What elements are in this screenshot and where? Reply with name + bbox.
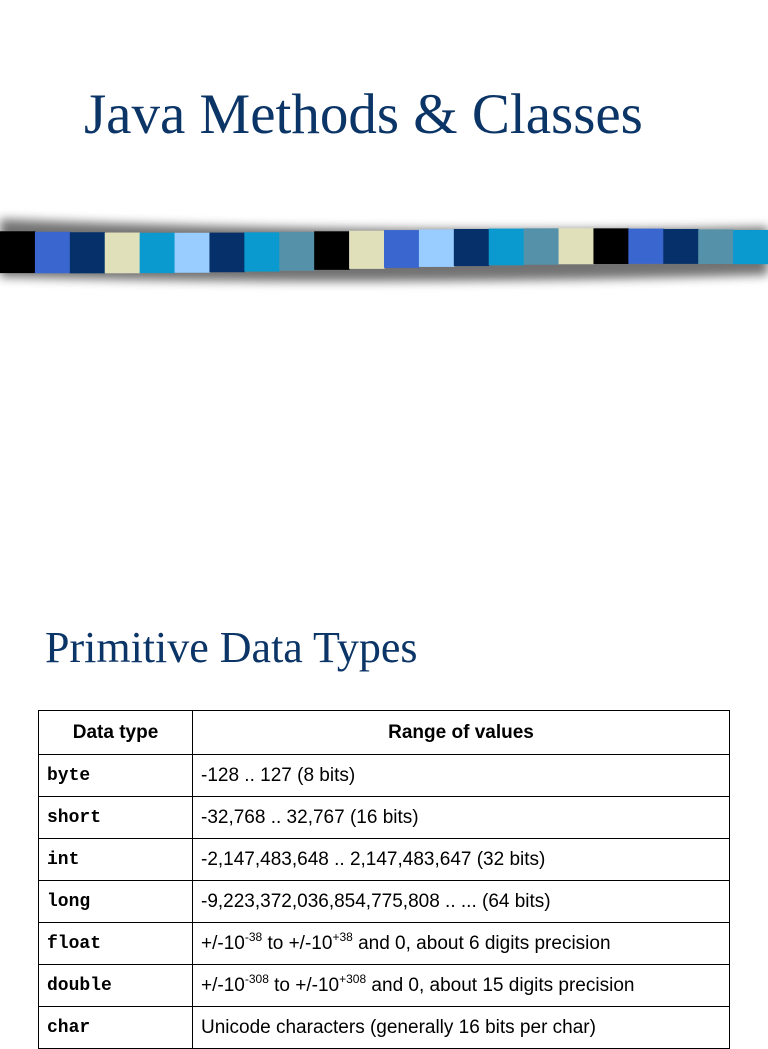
table-row: [39, 881, 730, 923]
banner-block: [733, 230, 768, 264]
banner-block: [105, 233, 141, 274]
banner-block: [663, 229, 699, 264]
range-cell: [193, 923, 730, 965]
table-row: [39, 839, 730, 881]
range-text: +/-10: [201, 974, 245, 996]
banner-block: [209, 233, 245, 273]
slide-title: Java Methods & Classes: [84, 83, 643, 146]
banner-block: [698, 229, 734, 264]
banner-block: [175, 233, 211, 273]
banner-block: [384, 230, 420, 268]
banner-block: [140, 233, 176, 273]
range-text: to +/-10: [262, 932, 333, 954]
range-text: +/-10: [201, 932, 245, 954]
exponent: +38: [332, 929, 353, 944]
banner-block: [419, 229, 455, 266]
range-text: and 0, about 6 digits precision: [352, 932, 611, 954]
banner-block: [524, 228, 560, 264]
exponent: -308: [244, 971, 269, 986]
section-title: Primitive Data Types: [45, 623, 418, 672]
table-row: [39, 1007, 730, 1049]
range-cell: Unicode characters (generally 16 bits per char): [193, 1007, 730, 1049]
banner-block: [244, 232, 280, 271]
banner-block: [349, 231, 385, 269]
type-cell: byte: [39, 755, 193, 797]
banner-block: [628, 229, 664, 264]
primitive-types-table: [38, 710, 730, 1049]
banner-block: [454, 229, 490, 266]
table-header-row: [39, 711, 730, 755]
range-text: and 0, about 15 digits precision: [366, 974, 635, 996]
range-cell: [193, 965, 730, 1007]
banner-block: [489, 229, 525, 266]
range-cell: -2,147,483,648 .. 2,147,483,647 (32 bits): [193, 839, 730, 881]
table-row: [39, 965, 730, 1007]
type-cell: char: [39, 1007, 193, 1049]
table-row: [39, 797, 730, 839]
banner-block: [314, 231, 350, 270]
banner-block: [0, 231, 36, 273]
header-range-of-values: Range of values: [193, 711, 730, 755]
banner-graphic: [0, 205, 768, 295]
exponent: -38: [244, 929, 263, 944]
type-cell: int: [39, 839, 193, 881]
range-cell: -128 .. 127 (8 bits): [193, 755, 730, 797]
type-cell: long: [39, 881, 193, 923]
header-data-type: Data type: [39, 711, 193, 755]
type-cell: short: [39, 797, 193, 839]
table-row: [39, 923, 730, 965]
banner-block: [559, 228, 595, 264]
range-cell: -32,768 .. 32,767 (16 bits): [193, 797, 730, 839]
range-text: to +/-10: [268, 974, 340, 996]
table-row: [39, 755, 730, 797]
decorative-banner: [0, 205, 768, 295]
banner-block: [35, 232, 71, 273]
range-cell: -9,223,372,036,854,775,808 .. ... (64 bits): [193, 881, 730, 923]
banner-block: [279, 232, 315, 271]
banner-block: [70, 232, 106, 273]
type-cell: double: [39, 965, 193, 1007]
banner-block: [593, 228, 629, 264]
type-cell: float: [39, 923, 193, 965]
exponent: +308: [339, 971, 367, 986]
